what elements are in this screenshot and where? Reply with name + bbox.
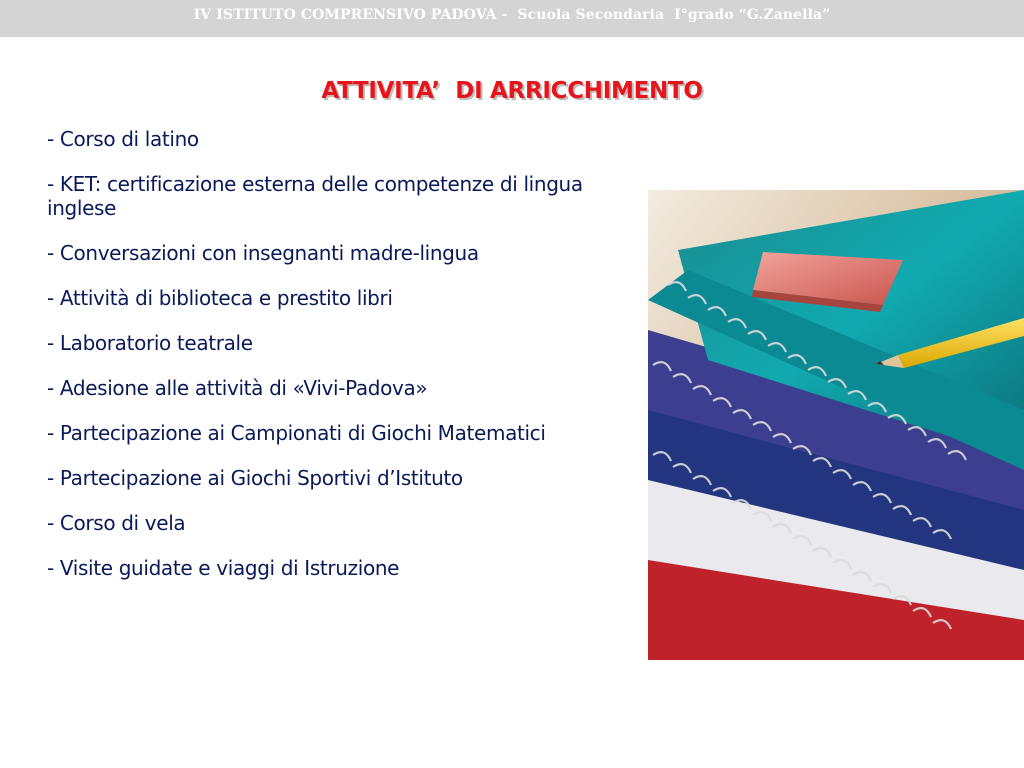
list-item: - Partecipazione ai Campionati di Giochi Matematici bbox=[47, 421, 546, 445]
school-name: IV ISTITUTO COMPRENSIVO PADOVA - Scuola Secondaria I°grado “G.Zanella” bbox=[193, 7, 831, 23]
list-item: - Partecipazione ai Giochi Sportivi d’Istituto bbox=[47, 466, 463, 490]
notebooks-photo bbox=[648, 190, 1024, 660]
activity-list bbox=[47, 127, 637, 601]
header-bar bbox=[0, 0, 1024, 37]
list-item: - Conversazioni con insegnanti madre-lingua bbox=[47, 241, 479, 265]
list-item: - Attività di biblioteca e prestito libri bbox=[47, 286, 393, 310]
list-item: - Visite guidate e viaggi di Istruzione bbox=[47, 556, 400, 580]
list-item: - Corso di vela bbox=[47, 511, 186, 535]
notebooks-illustration bbox=[648, 190, 1024, 660]
list-item: - Corso di latino bbox=[47, 127, 199, 151]
list-item: - Adesione alle attività di «Vivi-Padova» bbox=[47, 376, 428, 400]
list-item: - KET: certificazione esterna delle competenze di lingua inglese bbox=[47, 172, 583, 220]
slide-title: ATTIVITA’ DI ARRICCHIMENTO bbox=[321, 78, 703, 104]
list-item: - Laboratorio teatrale bbox=[47, 331, 253, 355]
